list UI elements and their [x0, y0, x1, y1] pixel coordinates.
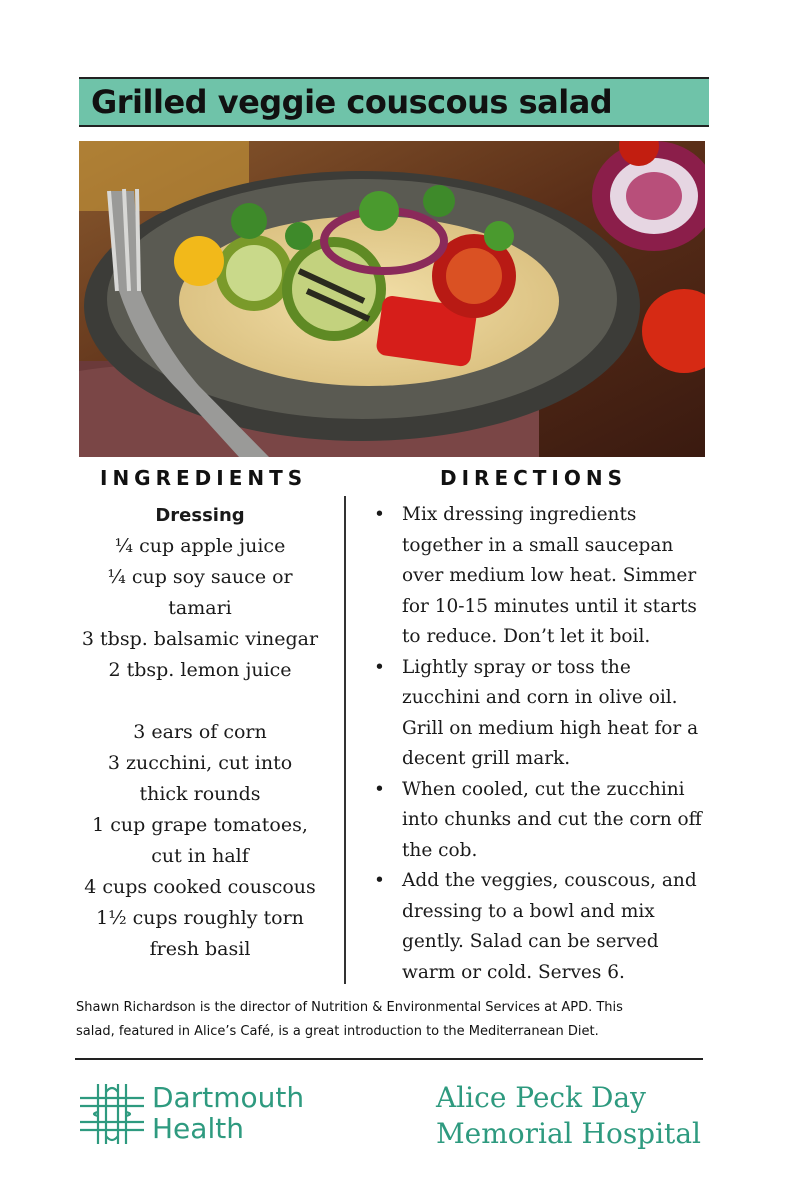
author-note-line: Shawn Richardson is the director of Nutrition & Environmental Services at APD. This [76, 1000, 623, 1015]
dartmouth-health-wordmark [152, 1082, 304, 1144]
direction-text: Mix dressing ingredients together in a small saucepan over medium low heat. Simmer for 10-15 minutes until it starts to reduce. Don’t let it boil. [402, 504, 697, 647]
recipe-title: Grilled veggie couscous salad [91, 83, 613, 121]
hero-photo [79, 141, 705, 457]
ingredient-line: 3 zucchini, cut into [107, 752, 293, 774]
ingredient-line: 3 tbsp. balsamic vinegar [81, 628, 319, 650]
health-line: Health [152, 1112, 244, 1145]
column-divider [344, 496, 346, 984]
dartmouth-health-logo-icon [80, 1082, 144, 1150]
ingredient-line: ¼ cup apple juice [114, 535, 286, 557]
ingredient-line: 4 cups cooked couscous [84, 876, 316, 898]
bullet-icon: • [374, 870, 385, 891]
apd-line-2: Memorial Hospital [436, 1117, 701, 1150]
direction-step [372, 866, 712, 988]
footer-rule [75, 1058, 703, 1060]
bullet-icon: • [374, 778, 385, 800]
direction-text: Add the veggies, couscous, and dressing to a bowl and mix gently. Salad can be served warm or cold. Serves 6. [402, 870, 697, 983]
direction-step [372, 653, 712, 775]
author-note-line: salad, featured in Alice’s Café, is a great introduction to the Mediterranean Diet. [76, 1024, 599, 1039]
ingredient-line: cut in half [151, 845, 249, 867]
directions-list [372, 500, 712, 988]
ingredient-line: 1 cup grape tomatoes, [92, 814, 308, 836]
ingredient-line: 3 ears of corn [133, 721, 267, 743]
dartmouth-line: Dartmouth [152, 1081, 305, 1114]
ingredient-line: fresh basil [149, 938, 251, 960]
bullet-icon: • [374, 504, 385, 525]
ingredient-line: 1½ cups roughly torn [96, 907, 304, 929]
directions-heading: DIRECTIONS [440, 466, 628, 490]
direction-step [372, 500, 712, 653]
title-bar [79, 77, 709, 127]
ingredients-heading: INGREDIENTS [100, 466, 308, 490]
direction-text: Lightly spray or toss the zucchini and corn in olive oil. Grill on medium high heat for a decent grill mark. [402, 656, 699, 769]
apd-wordmark [436, 1080, 701, 1152]
spacer [70, 686, 330, 717]
ingredient-line: thick rounds [139, 783, 261, 805]
direction-text: When cooled, cut the zucchini into chunks and cut the corn off the cob. [402, 778, 702, 861]
apd-line-1: Alice Peck Day [436, 1081, 646, 1114]
author-note [76, 996, 716, 1044]
ingredients-list [70, 500, 330, 965]
couscous-bowl-illustration [79, 141, 705, 457]
ingredient-line: ¼ cup soy sauce or [107, 566, 293, 588]
ingredient-line: tamari [168, 597, 232, 619]
ingredient-line: 2 tbsp. lemon juice [108, 659, 292, 681]
bullet-icon: • [374, 656, 385, 678]
dressing-heading: Dressing [155, 505, 245, 526]
direction-step [372, 775, 712, 867]
